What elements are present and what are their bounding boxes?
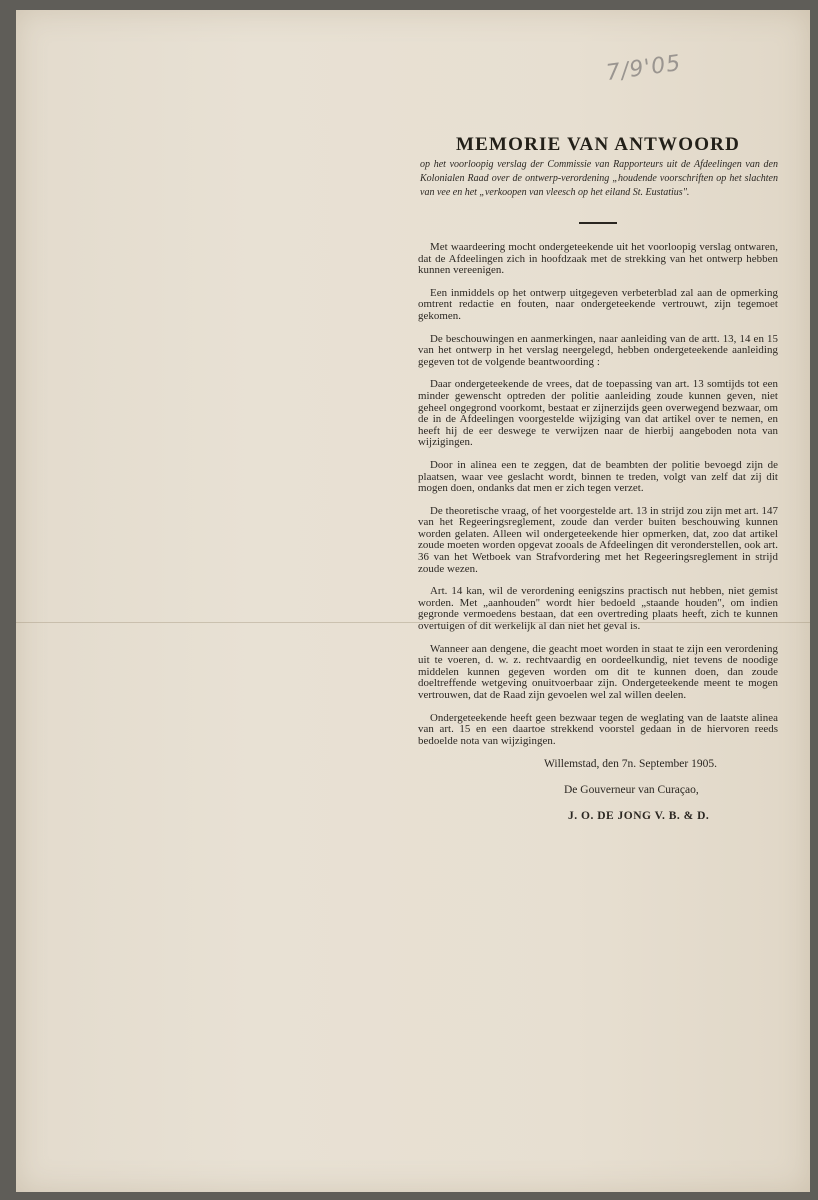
paragraph-8: Wanneer aan dengene, die geacht moet worden in staat te zijn een verordening uit te voeren, d. w. z. rechtvaardig en oordeelkundig, niet tevens de noodige middelen kunnen gegeven worden om dit te kunnen doen, dan zoude doeltreffende wetgeving onuitvoerbaar zijn. Ondergeteekende meent te mogen vertrouwen, dat de Raad zijn gevoelen wel zal willen deelen.	[418, 642, 778, 701]
paragraph-4: Daar ondergeteekende de vrees, dat de toepassing van art. 13 somtijds tot een minder gewenscht optreden der politie aanleiding zoude kunnen geven, niet geheel ongegrond voorkomt, bestaat er zijnerzijds geen overwegend bezwaar, om de in de Afdeelingen voorgestelde wijziging van dat artikel over te nemen, en heeft hij de eer deswege te verwijzen naar de hierbij aangeboden nota van wijzigingen.	[418, 378, 778, 449]
paragraph-5: Door in alinea een te zeggen, dat de beambten der politie bevoegd zijn de plaatsen, waar vee geslacht wordt, binnen te treden, volgt van zelf dat zij dit mogen doen, ondanks dat men er zich tegen verzet.	[418, 458, 778, 495]
paragraph-1: Met waardeering mocht ondergeteekende uit het voorloopig verslag ontwaren, dat de Afdeelingen zich in hoofdzaak met de strekking van het ontwerp hebben kunnen vereenigen.	[418, 241, 778, 277]
memo-column	[418, 134, 778, 822]
signature-place-date: Willemstad, den 7n. September 1905.	[544, 758, 717, 771]
memo-subtitle: op het voorloopig verslag der Commissie van Rapporteurs uit de Afdeelingen van den Kolonialen Raad over de ontwerp-verordening „houdende voorschriften op het slachten van vee en het „verkoopen van vleesch op het eiland St. Eustatius".	[420, 159, 778, 198]
handwritten-date-note: 7/9'05	[604, 50, 683, 87]
paragraph-3: De beschouwingen en aanmerkingen, naar aanleiding van de artt. 13, 14 en 15 van het ontwerp in het verslag neergelegd, hebben ondergeteekende aanleiding gegeven tot de volgende beantwoording :	[418, 332, 778, 368]
paragraph-6: De theoretische vraag, of het voorgestelde art. 13 in strijd zou zijn met art. 147 van het Regeeringsreglement, zoude dan verder buiten beschouwing kunnen worden gelaten. Alleen wil ondergeteekende hier opmerken, dat, zoo dat artikel zoude moeten worden opgevat zooals de Afdeelingen dit veronderstellen, ook art. 36 van het Wetboek van Strafvordering met het Regeeringsreglement in strijd zoude wezen.	[418, 504, 778, 575]
paragraph-2: Een inmiddels op het ontwerp uitgegeven verbeterblad zal aan de opmerking omtrent redactie en fouten, naar ondergeteekende vertrouwt, zijn tegemoet gekomen.	[418, 286, 778, 322]
paragraph-7: Art. 14 kan, wil de verordening eenigszins practisch nut hebben, niet gemist worden. Met „aanhouden" wordt hier bedoeld „staande houden", om indien gegronde vermoedens bestaan, dat een overtreding plaats heeft, zich te kunnen overtuigen of dit werkelijk al dan niet het geval is.	[418, 585, 778, 633]
signature-name: J. O. DE JONG V. B. & D.	[568, 810, 710, 823]
document-page	[16, 10, 810, 1192]
memo-title: MEMORIE VAN ANTWOORD	[455, 134, 741, 155]
paragraph-9: Ondergeteekende heeft geen bezwaar tegen de weglating van de laatste alinea van art. 15 en een daartoe strekkend voorstel gedaan in de hiervoren reeds bedoelde nota van wijzigingen.	[418, 711, 778, 747]
title-divider	[579, 222, 617, 224]
signature-title: De Gouverneur van Curaçao,	[564, 784, 699, 797]
